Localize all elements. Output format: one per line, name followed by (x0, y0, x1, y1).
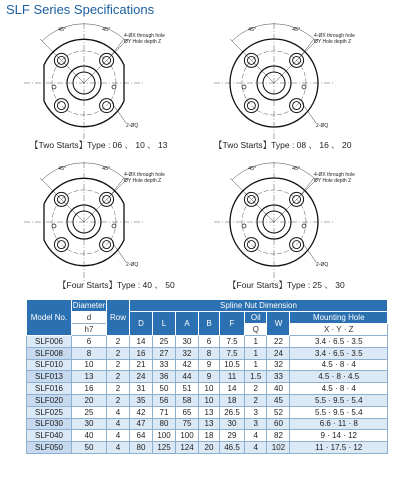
table-cell: 16 (72, 383, 107, 395)
table-cell: SLF040 (27, 430, 72, 442)
spec-table (26, 299, 388, 454)
header-d: d (72, 312, 107, 324)
table-cell: 24 (267, 347, 290, 359)
hole-depth-note: ØY Hole depth Z (314, 39, 352, 45)
table-row (27, 442, 388, 454)
table-cell: 52 (267, 406, 290, 418)
flange-diagram-4 (210, 152, 390, 282)
table-cell: 14 (130, 336, 153, 348)
diagram-caption-3: 【Four Starts】Type : 40 、 50 (58, 280, 175, 290)
hole-depth-note: ØY Hole depth Z (124, 178, 162, 184)
table-cell: 100 (153, 430, 176, 442)
diagram-caption-2: 【Two Starts】Type : 08 、 16 、 20 (214, 140, 352, 150)
table-cell: SLF050 (27, 442, 72, 454)
table-cell: 4 (107, 430, 130, 442)
flange-diagram-1 (20, 14, 200, 144)
through-hole-note: 4-ØX through hole (314, 33, 355, 39)
angle-label-right: 45° (102, 27, 111, 33)
table-cell: 80 (153, 418, 176, 430)
header-A: A (176, 312, 199, 336)
oil-hole-note: 2-ØQ (126, 262, 139, 268)
table-cell: 2 (245, 383, 267, 395)
table-cell: 45 (267, 394, 290, 406)
table-cell: SLF010 (27, 359, 72, 371)
flange-diagram-3 (20, 152, 200, 282)
table-cell: 11 · 17.5 · 12 (290, 442, 388, 454)
header-B: B (199, 312, 220, 336)
header-oil: Oil (245, 312, 267, 324)
table-cell: 11 (220, 371, 245, 383)
table-cell: 13 (199, 418, 220, 430)
table-cell: 25 (72, 406, 107, 418)
table-cell: 75 (176, 418, 199, 430)
table-cell: 35 (130, 394, 153, 406)
table-cell: 40 (72, 430, 107, 442)
table-cell: 3 (245, 418, 267, 430)
table-cell: 1 (245, 347, 267, 359)
table-cell: 20 (72, 394, 107, 406)
table-cell: SLF020 (27, 394, 72, 406)
angle-label-left: 45° (248, 27, 257, 33)
table-cell: 100 (176, 430, 199, 442)
table-cell: 21 (130, 359, 153, 371)
table-cell: 2 (107, 394, 130, 406)
table-cell: 5.5 · 9.5 · 5.4 (290, 406, 388, 418)
table-cell: 25 (153, 336, 176, 348)
angle-label-left: 45° (58, 27, 67, 33)
table-cell: 1 (245, 336, 267, 348)
diagram-caption-1: 【Two Starts】Type : 06 、 10 、 13 (30, 140, 168, 150)
table-cell: 10 (199, 394, 220, 406)
flange-diagram-2 (210, 14, 390, 144)
table-cell: 32 (176, 347, 199, 359)
table-cell: 30 (72, 418, 107, 430)
table-cell: 24 (130, 371, 153, 383)
page-title: SLF Series Specifications (6, 2, 155, 17)
header-F: F (220, 312, 245, 336)
angle-label-left: 45° (58, 166, 67, 172)
table-cell: 10 (72, 359, 107, 371)
table-cell: 2 (107, 347, 130, 359)
through-hole-note: 4-ØX through hole (124, 172, 165, 178)
angle-label-right: 45° (292, 27, 301, 33)
table-cell: 14 (220, 383, 245, 395)
table-cell: SLF008 (27, 347, 72, 359)
table-cell: 125 (153, 442, 176, 454)
table-cell: 71 (153, 406, 176, 418)
table-row (27, 359, 388, 371)
hole-depth-note: ØY Hole depth Z (314, 178, 352, 184)
table-cell: 29 (220, 430, 245, 442)
table-cell: 4.5 · 8 · 4 (290, 359, 388, 371)
table-cell: 56 (153, 394, 176, 406)
table-row (27, 394, 388, 406)
oil-hole-note: 2-ØQ (316, 123, 329, 129)
angle-label-left: 45° (248, 166, 257, 172)
angle-label-right: 45° (292, 166, 301, 172)
table-cell: 26.5 (220, 406, 245, 418)
table-cell: 6.6 · 11 · 8 (290, 418, 388, 430)
table-cell: 30 (220, 418, 245, 430)
table-cell: 50 (153, 383, 176, 395)
table-cell: 30 (176, 336, 199, 348)
table-cell: 2 (245, 394, 267, 406)
header-diameter: Diameter (72, 301, 106, 310)
table-cell: 9 (199, 359, 220, 371)
table-cell: 9 (199, 371, 220, 383)
table-cell: 4 (107, 406, 130, 418)
table-row (27, 371, 388, 383)
table-cell: 4.5 · 8 · 4.5 (290, 371, 388, 383)
angle-label-right: 45° (102, 166, 111, 172)
table-cell: 32 (267, 359, 290, 371)
header-xyz: X · Y · Z (290, 324, 388, 336)
table-cell: 82 (267, 430, 290, 442)
table-cell: 124 (176, 442, 199, 454)
hole-depth-note: ØY Hole depth Z (124, 39, 162, 45)
table-cell: 5.5 · 9.5 · 5.4 (290, 394, 388, 406)
table-cell: 6 (199, 336, 220, 348)
table-cell: 60 (267, 418, 290, 430)
table-cell: SLF013 (27, 371, 72, 383)
table-cell: 58 (176, 394, 199, 406)
diagram-caption-4: 【Four Starts】Type : 25 、 30 (228, 280, 345, 290)
table-cell: 3 (245, 406, 267, 418)
table-cell: 42 (176, 359, 199, 371)
table-cell: 2 (107, 371, 130, 383)
table-cell: 1 (245, 359, 267, 371)
header-W: W (267, 312, 290, 336)
table-cell: 2 (107, 336, 130, 348)
table-cell: 51 (176, 383, 199, 395)
table-cell: 22 (267, 336, 290, 348)
table-row (27, 347, 388, 359)
header-L: L (153, 312, 176, 336)
table-cell: 40 (267, 383, 290, 395)
table-cell: 36 (153, 371, 176, 383)
header-row: Row (107, 300, 130, 336)
table-cell: 13 (72, 371, 107, 383)
table-cell: 9 · 14 · 12 (290, 430, 388, 442)
table-cell: 2 (107, 383, 130, 395)
table-cell: 13 (199, 406, 220, 418)
table-row (27, 383, 388, 395)
header-model: Model No. (27, 300, 72, 336)
table-cell: 1.5 (245, 371, 267, 383)
table-cell: 10 (199, 383, 220, 395)
table-cell: 4.5 · 8 · 4 (290, 383, 388, 395)
table-cell: 33 (153, 359, 176, 371)
table-cell: 50 (72, 442, 107, 454)
table-cell: 20 (199, 442, 220, 454)
table-cell: 3.4 · 6.5 · 3.5 (290, 347, 388, 359)
header-mounting-hole: Mounting Hole (290, 312, 388, 324)
table-cell: 18 (199, 430, 220, 442)
table-row (27, 336, 388, 348)
table-cell: 27 (153, 347, 176, 359)
table-cell: 42 (130, 406, 153, 418)
oil-hole-note: 2-ØQ (126, 123, 139, 129)
table-cell: SLF030 (27, 418, 72, 430)
table-cell: 102 (267, 442, 290, 454)
table-cell: 4 (245, 442, 267, 454)
table-cell: 31 (130, 383, 153, 395)
table-row (27, 406, 388, 418)
table-cell: 16 (130, 347, 153, 359)
through-hole-note: 4-ØX through hole (124, 33, 165, 39)
header-D: D (130, 312, 153, 336)
through-hole-note: 4-ØX through hole (314, 172, 355, 178)
table-cell: 4 (107, 418, 130, 430)
table-cell: SLF006 (27, 336, 72, 348)
table-cell: SLF016 (27, 383, 72, 395)
header-spline: Spline Nut Dimension (130, 300, 388, 312)
table-cell: 33 (267, 371, 290, 383)
table-cell: 46.5 (220, 442, 245, 454)
oil-hole-note: 2-ØQ (316, 262, 329, 268)
table-cell: 8 (199, 347, 220, 359)
table-cell: 10.5 (220, 359, 245, 371)
table-cell: 44 (176, 371, 199, 383)
table-cell: 7.5 (220, 347, 245, 359)
table-cell: 65 (176, 406, 199, 418)
table-cell: 64 (130, 430, 153, 442)
table-row (27, 418, 388, 430)
table-cell: 3.4 · 6.5 · 3.5 (290, 336, 388, 348)
table-row (27, 430, 388, 442)
header-h7: h7 (72, 324, 107, 336)
table-cell: 7.5 (220, 336, 245, 348)
table-cell: 4 (245, 430, 267, 442)
table-cell: 47 (130, 418, 153, 430)
table-cell: 8 (72, 347, 107, 359)
table-cell: 4 (107, 442, 130, 454)
table-cell: 80 (130, 442, 153, 454)
header-Q: Q (245, 324, 267, 336)
table-cell: 18 (220, 394, 245, 406)
table-cell: 6 (72, 336, 107, 348)
table-cell: 2 (107, 359, 130, 371)
table-cell: SLF025 (27, 406, 72, 418)
